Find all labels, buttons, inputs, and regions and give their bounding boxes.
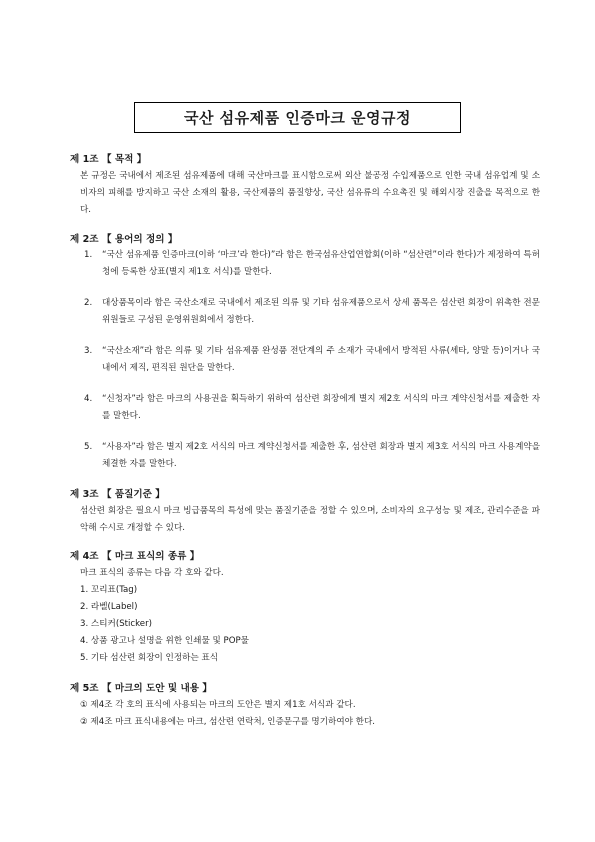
item-text: “국산 섬유제품 인증마크(이하 ‘마크’라 한다)”라 함은 한국섬유산업연합회(이하 “섬산련”이라 한다)가 제정하여 특허청에 등록한 상표(별지 제1호 서식)를 말한다. [102,250,540,277]
definition-item [84,439,540,473]
definition-item [84,343,540,377]
mark-type-item: 5. 기타 섬산련 회장이 인정하는 표식 [80,653,219,663]
definition-item [84,247,540,281]
item-text: “신청자”라 함은 마크의 사용권을 획득하기 위하여 섬산련 회장에게 별지 제2호 서식의 마크 계약신청서를 제출한 자를 말한다. [102,394,540,421]
mark-type-item: 4. 상품 광고나 설명을 위한 인쇄물 및 POP물 [80,636,249,646]
item-text: “국산소재”라 함은 의류 및 기타 섬유제품 완성품 전단계의 주 소재가 국내에서 방적된 사류(셰타, 양말 등)이거나 국내에서 제직, 편직된 원단을 말한다. [102,346,540,373]
item-number: 2. [84,298,93,308]
article-4-heading: 제 4조 【 마크 표식의 종류 】 [70,551,200,562]
article-4 [70,550,540,667]
design-item: ② 제4조 마크 표식내용에는 마크, 섬산련 연락처, 인증문구를 명기하여야 한다. [80,717,376,727]
item-number: 5. [84,442,93,452]
item-text: “사용자”라 함은 별지 제2호 서식의 마크 계약신청서를 제출한 후, 섬산련 회장과 별지 제3호 서식의 마크 사용계약을 체결한 자를 말한다. [102,442,540,469]
article-4-list [80,565,540,667]
mark-type-item: 3. 스티커(Sticker) [80,619,152,629]
article-3-heading: 제 3조 【 품질기준 】 [70,489,165,500]
design-item: ① 제4조 각 호의 표식에 사용되는 마크의 도안은 별지 제1호 서식과 같다. [80,700,356,710]
article-5-list [80,697,540,731]
article-3 [70,488,540,537]
article-2-heading: 제 2조 【 용어의 정의 】 [70,234,178,245]
article-5-heading: 제 5조 【 마크의 도안 및 내용 】 [70,683,212,694]
document-title: 국산 섬유제품 인증마크 운영규정 [134,102,461,133]
item-number: 3. [84,346,93,356]
article-3-body: 섬산련 회장은 필요시 마크 빙급품목의 특성에 맞는 품질기준을 정할 수 있으며, 소비자의 요구성능 및 제조, 관리수준을 파악해 수시로 개정할 수 있다. [80,506,540,533]
article-5 [70,682,540,731]
item-number: 4. [84,394,93,404]
definition-item [84,295,540,329]
article-4-intro: 마크 표식의 종류는 다음 각 호와 같다. [80,568,224,578]
article-1-heading: 제 1조 【 목적 】 [70,154,147,165]
mark-type-item: 1. 꼬리표(Tag) [80,585,138,595]
item-number: 1. [84,250,93,260]
item-text: 대상품목이라 함은 국산소재로 국내에서 제조된 의류 및 기타 섬유제품으로서 상세 품목은 섬산련 회장이 위촉한 전문위원들로 구성된 운영위원회에서 정한다. [102,298,540,325]
definition-item [84,391,540,425]
mark-type-item: 2. 라벨(Label) [80,602,138,612]
article-2 [70,233,540,469]
article-1-body: 본 규정은 국내에서 제조된 섬유제품에 대해 국산마크를 표시함으로써 외산 불공정 수입제품으로 인한 국내 섬유업계 및 소비자의 피해를 방지하고 국산 소재의 활용, 국산제품의 품질향상, 국산 섬유류의 수요촉진 및 해외시장 진출을 목적으로 한다. [80,171,540,215]
article-1 [70,153,540,219]
